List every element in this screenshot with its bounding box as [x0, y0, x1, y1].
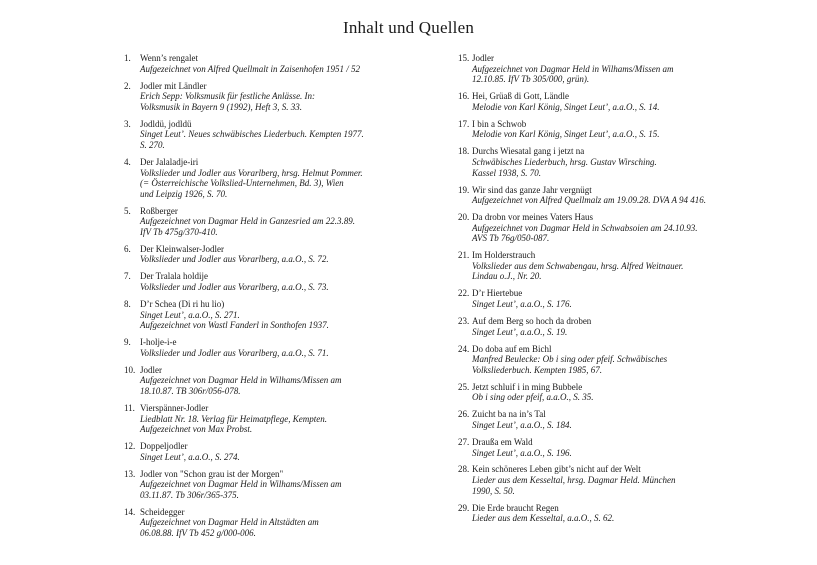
toc-entry	[458, 409, 758, 430]
toc-entry	[124, 244, 454, 265]
entry-title: Durchs Wiesatal gang i jetzt na	[472, 146, 585, 157]
entry-source-line: Volkslieder und Jodler aus Vorarlberg, a.a.O., S. 72.	[140, 254, 329, 265]
toc-entry	[124, 299, 454, 331]
entry-number: 15.	[458, 53, 470, 63]
toc-entry	[458, 185, 758, 206]
entry-title: Da drobn vor meines Vaters Haus	[472, 212, 594, 223]
entry-source-line: Volkslieder aus dem Schwabengau, hrsg. Alfred Weitnauer.	[472, 260, 684, 271]
entry-title: Hei, Grüaß di Gott, Ländle	[472, 91, 569, 102]
entry-source-line: 18.10.87. TB 306r/056-078.	[140, 385, 241, 396]
entry-title: Wir sind das ganze Jahr vergnügt	[472, 184, 592, 195]
entry-number: 21.	[458, 250, 470, 261]
entry-source-line: Melodie von Karl König, Singet Leut’, a.a.O., S. 14.	[472, 101, 660, 112]
entry-number: 4.	[124, 156, 131, 167]
entry-title: Zuicht ba na in’s Tal	[472, 409, 546, 420]
entry-number: 13.	[124, 468, 136, 479]
entry-number: 19.	[458, 184, 470, 195]
toc-entry	[124, 403, 454, 435]
toc-entry	[458, 382, 758, 403]
entry-number: 5.	[124, 205, 131, 216]
entry-source-line: Schwäbisches Liederbuch, hrsg. Gustav Wirsching.	[472, 156, 657, 167]
entry-number: 25.	[458, 381, 470, 392]
entry-number: 16.	[458, 91, 470, 102]
toc-entry	[124, 337, 454, 358]
entry-number: 7.	[124, 271, 131, 282]
entry-source-line: Melodie von Karl König, Singet Leut’, a.a.O., S. 15.	[472, 129, 660, 140]
entry-source-line: Kassel 1938, S. 70.	[472, 167, 542, 178]
toc-entry	[458, 437, 758, 458]
entry-title: Jodler mit Ländler	[140, 80, 207, 91]
entry-number: 2.	[124, 80, 131, 91]
entry-number: 26.	[458, 409, 470, 420]
entry-number: 11.	[124, 402, 135, 413]
entry-source-line: S. 270.	[140, 139, 165, 150]
entry-source-line: (= Österreichische Volkslied-Unternehmen, Bd. 3), Wien	[140, 178, 344, 189]
entry-title: Jodler von "Schon grau ist der Morgen"	[140, 468, 284, 479]
entry-title: Im Holderstrauch	[472, 250, 536, 261]
toc-entry	[458, 53, 758, 85]
entry-number: 9.	[124, 337, 131, 348]
toc-entry	[458, 288, 758, 309]
entry-number: 6.	[124, 243, 131, 254]
toc-entry	[458, 146, 758, 178]
toc-column-right	[458, 53, 758, 530]
entry-source-line: Aufgezeichnet von Max Probst.	[140, 424, 253, 435]
entry-title: D’r Schea (Di ri hu lio)	[140, 299, 225, 310]
entry-title: Der Jalaladje-iri	[140, 156, 199, 167]
entry-number: 3.	[124, 118, 131, 129]
toc-entry	[124, 441, 454, 462]
toc-entry	[124, 469, 454, 501]
toc-entry	[124, 507, 454, 539]
entry-title: Doppeljodler	[140, 441, 188, 452]
entry-source-line: Lindau o.J., Nr. 20.	[472, 271, 542, 282]
entry-title: D’r Hiertebue	[472, 288, 523, 299]
toc-entry	[124, 53, 454, 74]
entry-source-line: Aufgezeichnet von Dagmar Held in Wilhams/Missen am	[140, 375, 342, 386]
entry-number: 18.	[458, 146, 470, 157]
entry-title: I-holje-i-e	[140, 337, 177, 348]
toc-column-left	[124, 53, 454, 545]
toc-entry	[124, 81, 454, 113]
entry-title: Jodler	[140, 364, 162, 375]
entry-title: Wenn’s rengalet	[140, 53, 199, 63]
entry-number: 23.	[458, 316, 470, 326]
entry-source-line: AVS Tb 76g/050-087.	[472, 233, 550, 244]
entry-source-line: Manfred Beulecke: Ob i sing oder pfeif. Schwäbisches	[472, 354, 668, 365]
entry-title: Jodldü, jodldü	[140, 118, 192, 129]
entry-number: 27.	[458, 436, 470, 447]
entry-source-line: IfV Tb 475g/370-410.	[140, 226, 218, 237]
entry-number: 8.	[124, 299, 131, 310]
entry-source-line: Singet Leut’, a.a.O., S. 19.	[472, 326, 568, 337]
entry-number: 20.	[458, 212, 470, 223]
entry-source-line: Singet Leut’, a.a.O., S. 184.	[472, 419, 572, 430]
entry-title: Roßberger	[140, 205, 178, 216]
entry-source-line: Aufgezeichnet von Dagmar Held in Wilhams/Missen am	[140, 479, 342, 490]
entry-title: Draußa em Wald	[472, 436, 533, 447]
entry-source-line: 1990, S. 50.	[472, 485, 515, 496]
toc-entry	[458, 503, 758, 524]
toc-entry	[458, 91, 758, 112]
entry-title: Kein schöneres Leben gibt’s nicht auf der Welt	[472, 464, 641, 475]
entry-number: 24.	[458, 343, 470, 354]
entry-source-line: Aufgezeichnet von Wastl Fanderl in Sonthofen 1937.	[140, 320, 329, 331]
entry-number: 29.	[458, 502, 470, 513]
toc-entry	[124, 206, 454, 238]
entry-source-line: Erich Sepp: Volksmusik für festliche Anlässe. In:	[140, 91, 316, 102]
entry-title: Die Erde braucht Regen	[472, 502, 559, 513]
entry-source-line: Aufgezeichnet von Dagmar Held in Altstädten am	[140, 517, 319, 528]
entry-source-line: Singet Leut’, a.a.O., S. 271.	[140, 309, 240, 320]
entry-number: 14.	[124, 506, 136, 517]
entry-source-line: Ob i sing oder pfeif, a.a.O., S. 35.	[472, 392, 594, 403]
entry-source-line: Lieder aus dem Kesseltal, a.a.O., S. 62.	[472, 513, 615, 524]
entry-number: 10.	[124, 364, 136, 375]
entry-source-line: Aufgezeichnet von Dagmar Held in Ganzesried am 22.3.89.	[140, 216, 355, 227]
entry-title: Der Kleinwalser-Jodler	[140, 243, 225, 254]
toc-entry	[458, 464, 758, 496]
entry-title: Scheidegger	[140, 506, 185, 517]
entry-title: I bin a Schwob	[472, 118, 527, 129]
entry-source-line: Aufgezeichnet von Alfred Quellmalz am 19.09.28. DVA A 94 416.	[472, 195, 707, 206]
entry-source-line: Liedblatt Nr. 18. Verlag für Heimatpflege, Kempten.	[140, 413, 327, 424]
toc-entry	[458, 119, 758, 140]
entry-title: Do doba auf em Bichl	[472, 343, 552, 354]
toc-entry	[124, 157, 454, 199]
toc-entry	[124, 271, 454, 292]
toc-entry	[458, 316, 758, 337]
entry-source-line: 06.08.88. IfV Tb 452 g/000-006.	[140, 528, 256, 539]
entry-source-line: Volkslieder und Jodler aus Vorarlberg, a.a.O., S. 71.	[140, 347, 329, 358]
toc-entry	[458, 250, 758, 282]
entry-source-line: Volksmusik in Bayern 9 (1992), Heft 3, S. 33.	[140, 101, 302, 112]
entry-source-line: Volkslieder und Jodler aus Vorarlberg, hrsg. Helmut Pommer.	[140, 167, 363, 178]
entry-title: Vierspänner-Jodler	[140, 402, 209, 413]
entry-title: Jetzt schluif i in ming Bubbele	[472, 381, 583, 392]
entry-source-line: Aufgezeichnet von Alfred Quellmalt in Zaisenhofen 1951 / 52	[140, 63, 360, 74]
entry-number: 12.	[124, 441, 136, 452]
entry-source-line: Lieder aus dem Kesseltal, hrsg. Dagmar Held. München	[472, 475, 676, 486]
toc-entry	[458, 344, 758, 376]
entry-source-line: 03.11.87. Tb 306r/365-375.	[140, 489, 239, 500]
entry-source-line: Aufgezeichnet von Dagmar Held in Schwabsoien am 24.10.93.	[472, 222, 698, 233]
entry-number: 28.	[458, 464, 470, 475]
entry-source-line: Volksliederbuch. Kempten 1985, 67.	[472, 364, 602, 375]
entry-source-line: Singet Leut’. Neues schwäbisches Liederbuch. Kempten 1977.	[140, 129, 364, 140]
entry-number: 22.	[458, 288, 470, 299]
entry-title: Der Tralala holdije	[140, 271, 208, 282]
entry-source-line: Singet Leut’, a.a.O., S. 176.	[472, 299, 572, 310]
entry-title: Auf dem Berg so hoch da droben	[472, 316, 592, 326]
entry-title: Jodler	[472, 53, 494, 63]
entry-number: 17.	[458, 118, 470, 129]
toc-entry	[458, 212, 758, 244]
toc-entry	[124, 365, 454, 397]
page-title: Inhalt und Quellen	[342, 18, 475, 37]
entry-source-line: Singet Leut’, a.a.O., S. 196.	[472, 447, 572, 458]
entry-source-line: Aufgezeichnet von Dagmar Held in Wilhams/Missen am	[472, 63, 674, 74]
entry-source-line: und Leipzig 1926, S. 70.	[140, 188, 228, 199]
entry-source-line: Singet Leut’, a.a.O., S. 274.	[140, 451, 240, 462]
entry-source-line: 12.10.85. IfV Tb 305/000, grün).	[472, 74, 590, 85]
entry-source-line: Volkslieder und Jodler aus Vorarlberg, a.a.O., S. 73.	[140, 282, 329, 293]
entry-number: 1.	[124, 53, 131, 63]
toc-entry	[124, 119, 454, 151]
